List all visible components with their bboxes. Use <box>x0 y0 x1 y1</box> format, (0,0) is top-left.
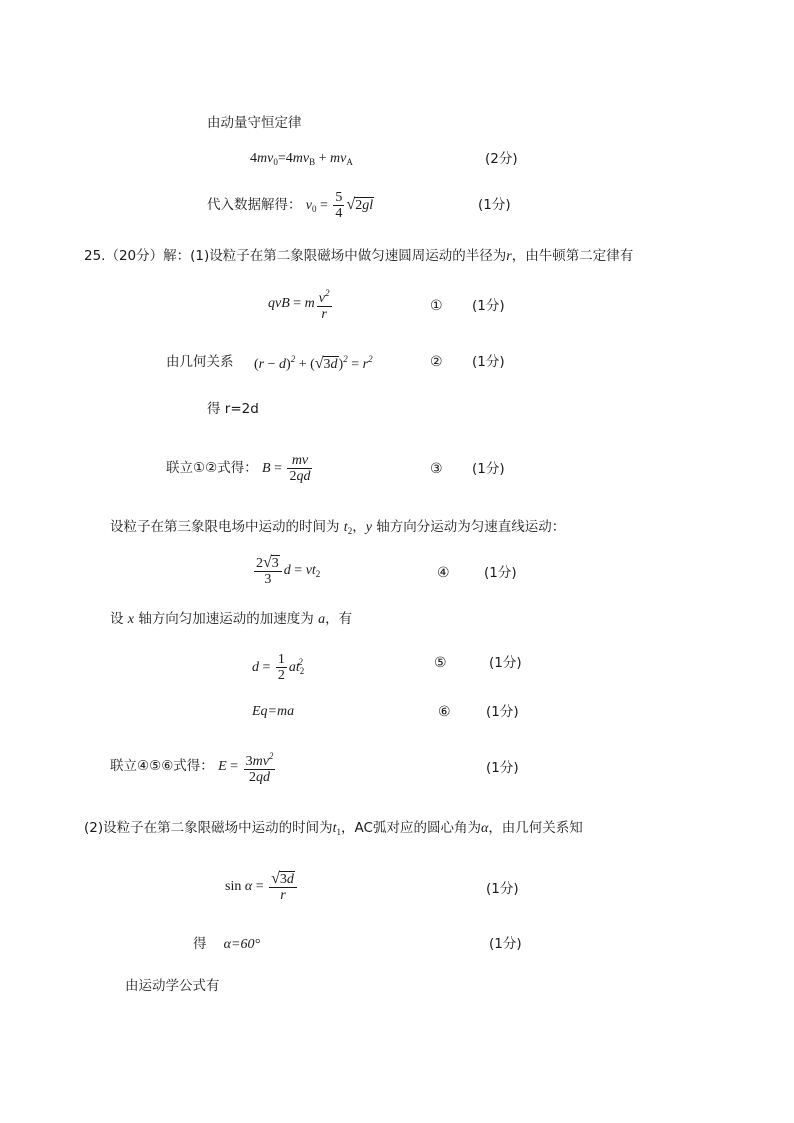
combine-456-line <box>110 748 277 785</box>
question-25-header-tail: ，由牛顿第二定律有 <box>511 248 634 264</box>
third-quadrant-text-a: 设粒子在第三象限电场中运动的时间为 <box>110 519 340 535</box>
acceleration-text-c: ，有 <box>325 611 353 627</box>
score-label: (1分) <box>489 655 522 671</box>
substitute-text: 代入数据解得： <box>207 197 302 213</box>
combine-12-line <box>166 450 314 487</box>
marker-3: ③ <box>430 461 443 477</box>
score-label: (1分) <box>478 197 511 213</box>
score-label: (1分) <box>486 760 519 776</box>
score-label: (1分) <box>472 298 505 314</box>
part-2-text: (2)设粒子在第二象限磁场中运动的时间为$t_1$，AC弧对应的圆心角为α，由几何关系知 <box>84 820 583 837</box>
result-alpha-label: 得 <box>193 936 207 952</box>
question-25-header <box>84 247 633 266</box>
equation-B: B = $\frac{mv}{2qd}$ <box>262 453 311 485</box>
third-quadrant-text-b: 轴方向分运动为匀速直线运动： <box>376 519 566 535</box>
score-label: (1分) <box>486 704 519 720</box>
momentum-conservation-text: 由动量守恒定律 <box>207 115 302 131</box>
result-r: 得 r=2d <box>207 401 259 417</box>
equation-uniform-y: $\frac{2√3}{3}$ $d = vt_2$ <box>256 553 321 587</box>
symbol-r: r <box>506 249 512 264</box>
part-2-text-b: ，AC弧对应的圆心角为 <box>341 820 481 836</box>
kinematics-text: 由运动学公式有 <box>125 978 220 994</box>
equation-eq-ma: Eq=ma <box>252 704 295 719</box>
equation-geometry: $(r - d)^2 + (√3d)^2 = r^2$ <box>254 354 373 372</box>
marker-5: ⑤ <box>434 655 447 671</box>
marker-6: ⑥ <box>438 704 451 720</box>
geometry-text: 由几何关系 <box>166 354 234 370</box>
score-label: (1分) <box>472 461 505 477</box>
equation-momentum: $4mv_0=4mv_B + mv_A$ <box>250 151 353 167</box>
result-alpha-line <box>193 935 260 954</box>
marker-1: ① <box>430 298 443 314</box>
equation-lorentz: qvB = m $\frac{v^2}{r}$ <box>268 288 330 322</box>
part-2-text-a: (2)设粒子在第二象限磁场中运动的时间为 <box>84 820 333 836</box>
combine-12-text: 联立①②式得： <box>166 460 258 476</box>
acceleration-text-b: 轴方向匀加速运动的加速度为 <box>138 611 314 627</box>
acceleration-text-a: 设 <box>110 611 124 627</box>
score-label: (1分) <box>472 354 505 370</box>
third-quadrant-text: 设粒子在第三象限电场中运动的时间为 $t_2$，y 轴方向分运动为匀速直线运动： <box>110 519 566 536</box>
equation-sin-alpha: sin α = $\frac{√3d}{r}$ <box>225 867 299 907</box>
question-25-header-text: 25.（20分）解：(1)设粒子在第二象限磁场中做匀速圆周运动的半径为 <box>84 248 507 264</box>
combine-456-text: 联立④⑤⑥式得： <box>110 758 214 774</box>
score-label: (1分) <box>484 565 517 581</box>
marker-2: ② <box>430 354 443 370</box>
equation-v0: $v_0$ = $\frac{5}{4}$ √2gl <box>305 190 374 222</box>
part-2-text-c: ，由几何关系知 <box>488 820 583 836</box>
score-label: (1分) <box>486 881 519 897</box>
substitute-line <box>207 188 374 226</box>
score-label: (1分) <box>489 936 522 952</box>
equation-displacement-x: d = $\frac{1}{2}$ $at_2^2$ <box>252 652 305 684</box>
result-alpha: α=60° <box>223 937 261 952</box>
acceleration-text: 设 x 轴方向匀加速运动的加速度为 a，有 <box>110 611 353 627</box>
equation-E: E = $\frac{3mv^2}{2qd}$ <box>218 750 274 785</box>
score-label: (2分) <box>485 151 518 167</box>
marker-4: ④ <box>437 565 450 581</box>
